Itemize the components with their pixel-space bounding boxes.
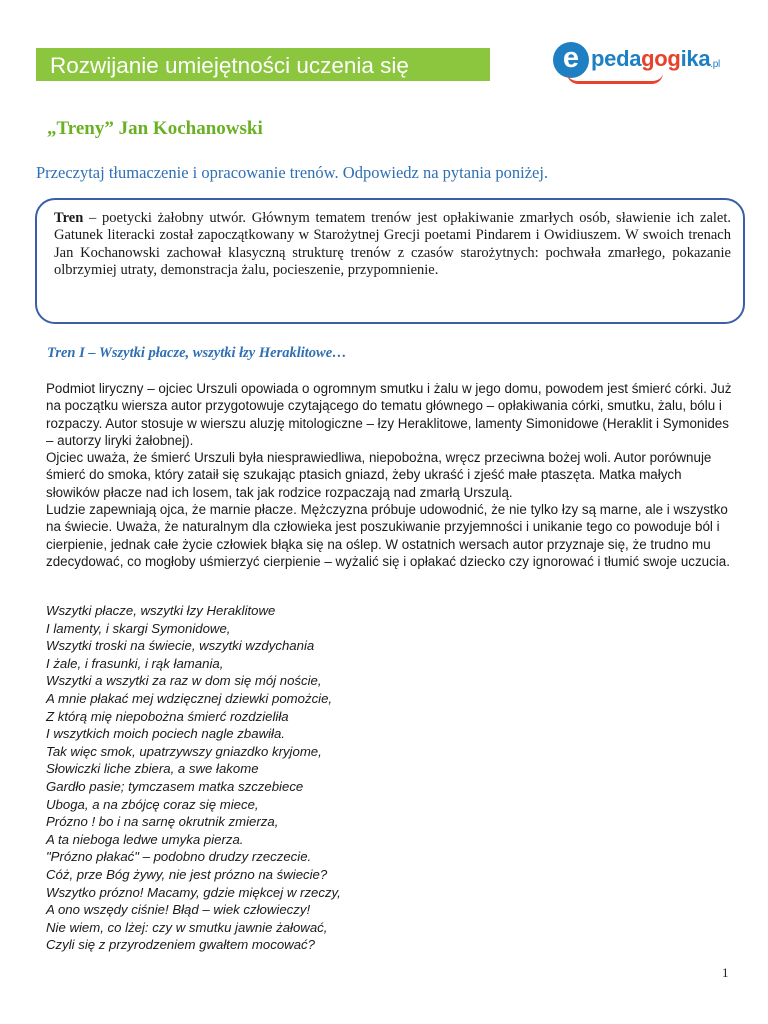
poem-line: I żale, i frasunki, i rąk łamania, [46, 655, 224, 671]
poem-line: Wszytki a wszytki za raz w dom się mój noście, [46, 673, 322, 689]
definition-box [35, 198, 745, 324]
poem-line: I lamenty, i skargi Symonidowe, [46, 620, 231, 636]
poem-line: Wszytki troski na świecie, wszytki wzdychania [46, 638, 315, 654]
poem-line: Wszytko prózno! Macamy, gdzie miękcej w rzeczy, [46, 884, 341, 900]
poem-line: Słowiczki liche zbiera, a swe łakome [46, 761, 259, 777]
body-text [46, 380, 736, 570]
poem-line: "Prózno płakać" – podobno drudzy rzeczecie. [46, 849, 312, 865]
logo-swoosh-icon [567, 73, 663, 84]
poem-line: A mnie płakać mej wdzięcznej dziewki pomożcie, [46, 690, 333, 706]
paragraph: Ludzie zapewniają ojca, że marnie płacze. Mężczyzna próbuje udowodnić, że nie tylko łzy są marne, ale i wszystko na świecie. Uważa, że naturalnym dla człowieka jest poszukiwanie przyjemności i unikanie tego co powoduje ból i cierpienie, jednak całe życie człowiek błąka się na oślep. W ostatnich wersach autor przyznaje się, że trudno mu zdecydować, co mogłoby uśmierzyć cierpienie – wyżalić się i opłakać dziecko czy ignorować i tłumić swoje uczucia. [46, 502, 730, 569]
poem-line: A ono wszędy ciśnie! Błąd – wiek człowieczy! [46, 902, 311, 918]
poem-line: Z którą mię niepobożna śmierć rozdzieliła [46, 708, 289, 724]
poem-line: Prózno ! bo i na sarnę okrutnik zmierza, [46, 814, 279, 830]
paragraph: Podmiot liryczny – ojciec Urszuli opowiada o ogromnym smutku i żalu w jego domu, powodem jest śmierć córki. Już na początku wiersza autor przygotowuje czytającego do tematu głównego – opłakiwania córki, smutku, żalu, bólu i rozpaczy. Autor stosuje w wierszu aluzję mitologiczne – łzy Heraklitowe, lamenty Simonidowe (Heraklit i Symonides – autorzy liryki żałobnej). [46, 381, 732, 448]
section-heading: Tren I – Wszytki płacze, wszytki łzy Heraklitowe… [47, 345, 347, 361]
logo-text: pedagogika.pl [591, 46, 720, 71]
poem-line: A ta nieboga ledwe umyka pierza. [46, 831, 244, 847]
epedagogika-logo[interactable] [553, 42, 733, 82]
logo-e-circle: e [553, 42, 589, 78]
poem-line: Czyli się z przyrodzeniem gwałtem mocować? [46, 937, 315, 953]
page-number: 1 [722, 965, 729, 980]
banner-title: Rozwijanie umiejętności uczenia się [50, 53, 409, 78]
paragraph: Ojciec uważa, że śmierć Urszuli była niesprawiedliwa, niepobożna, wręcz przeciwna bożej woli. Autor porównuje śmierć do smoka, który zataił się szukając ptasich gniazd, żeby ukraść i zjeść małe ptaszęta. Matka małych słowików płacze nad ich losem, tak jak rodzice rozpaczają nad zmarłą Urszulą. [46, 450, 712, 500]
poem-line: Wszytki płacze, wszytki łzy Heraklitowe [46, 603, 276, 618]
poem [46, 602, 546, 954]
poem-line: Uboga, a na zbójcę coraz się miece, [46, 796, 259, 812]
instruction-text: Przeczytaj tłumaczenie i opracowanie trenów. Odpowiedz na pytania poniżej. [36, 163, 549, 182]
definition-term: Tren [54, 210, 84, 226]
header-banner [36, 48, 490, 81]
poem-line: I wszytkich moich pociech nagle zbawiła. [46, 726, 285, 742]
poem-line: Nie wiem, co lżej: czy w smutku jawnie żałować, [46, 919, 328, 935]
definition-text: – poetycki żałobny utwór. Głównym tematem trenów jest opłakiwanie zmarłych osób, sławienie ich zalet. Gatunek literacki został zapoczątkowany w Starożytnej Grecji poetami Pindarem i Owidiuszem. W swoich trenach Jan Kochanowski zachował klasyczną strukturę trenów z czasów starożytnych: pochwała zmarłego, pokazanie olbrzymiej utraty, demonstracja żalu, pocieszenie, przypomnienie. [54, 210, 731, 278]
poem-line: Tak więc smok, upatrzywszy gniazdko kryjome, [46, 743, 322, 759]
poem-line: Cóż, prze Bóg żywy, nie jest prózno na świecie? [46, 866, 328, 882]
poem-line: Gardło pasie; tymczasem matka szczebiece [46, 778, 304, 794]
document-title: „Treny” Jan Kochanowski [47, 118, 263, 139]
